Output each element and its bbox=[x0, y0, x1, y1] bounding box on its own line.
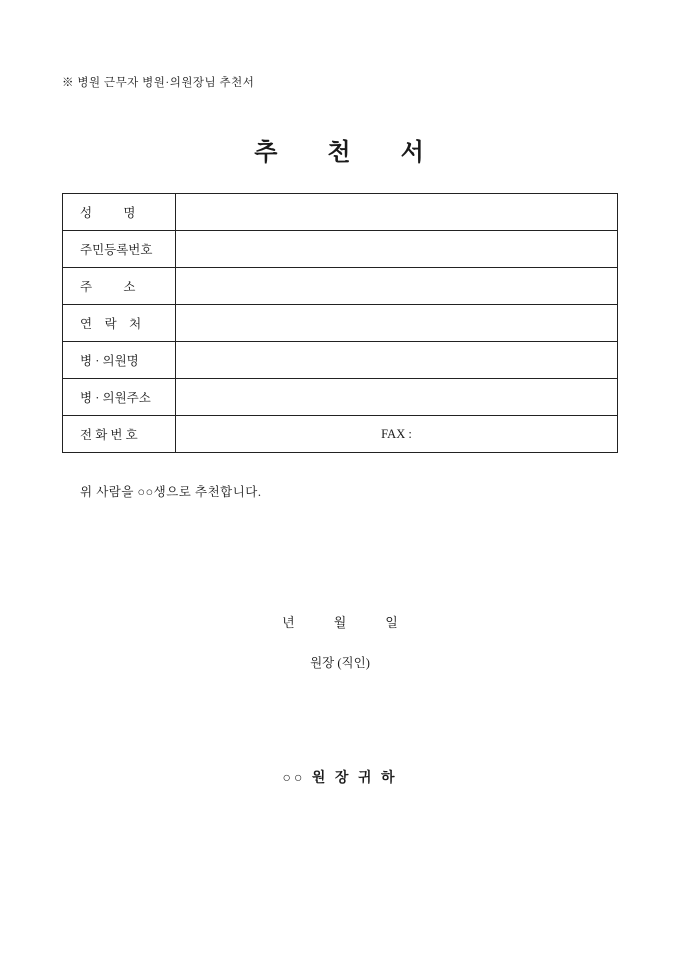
row-label-text: 전 화 번 호 bbox=[80, 428, 138, 442]
recommendation-form-table bbox=[62, 193, 618, 453]
table-row-contact bbox=[63, 305, 618, 342]
row-label-text: 병 · 의원주소 bbox=[80, 391, 151, 405]
row-value-contact bbox=[176, 305, 618, 342]
row-label-text: 주민등록번호 bbox=[80, 243, 153, 257]
row-label-name bbox=[63, 194, 176, 231]
row-label-text: 연 락 처 bbox=[80, 317, 142, 331]
row-value-resident-number bbox=[176, 231, 618, 268]
date-line: 년 월 일 bbox=[282, 615, 398, 630]
row-label-address bbox=[63, 268, 176, 305]
row-value-address bbox=[176, 268, 618, 305]
row-label-hospital-name bbox=[63, 342, 176, 379]
table-row-address bbox=[63, 268, 618, 305]
addressee-line: ○○ 원 장 귀 하 bbox=[282, 771, 398, 786]
row-value-phone-fax bbox=[176, 416, 618, 453]
form-table-body bbox=[63, 194, 618, 453]
recommendation-statement: 위 사람을 ○○생으로 추천합니다. bbox=[80, 485, 262, 499]
row-label-text: 주 소 bbox=[80, 280, 136, 294]
table-row-hospital-address bbox=[63, 379, 618, 416]
row-label-phone bbox=[63, 416, 176, 453]
row-label-hospital-address bbox=[63, 379, 176, 416]
table-row-name bbox=[63, 194, 618, 231]
row-label-text: 성 명 bbox=[80, 206, 136, 220]
table-row-phone bbox=[63, 416, 618, 453]
row-label-resident-number bbox=[63, 231, 176, 268]
row-label-text: 병 · 의원명 bbox=[80, 354, 139, 368]
table-row-resident-number bbox=[63, 231, 618, 268]
table-row-hospital-name bbox=[63, 342, 618, 379]
row-value-name bbox=[176, 194, 618, 231]
signer-seal-line: 원장 (직인) bbox=[310, 656, 370, 670]
row-label-contact bbox=[63, 305, 176, 342]
document-note: ※ 병원 근무자 병원·의원장님 추천서 bbox=[62, 77, 255, 89]
row-value-hospital-name bbox=[176, 342, 618, 379]
row-value-hospital-address bbox=[176, 379, 618, 416]
document-title: 추 천 서 bbox=[254, 140, 426, 166]
fax-label: FAX : bbox=[381, 426, 412, 441]
